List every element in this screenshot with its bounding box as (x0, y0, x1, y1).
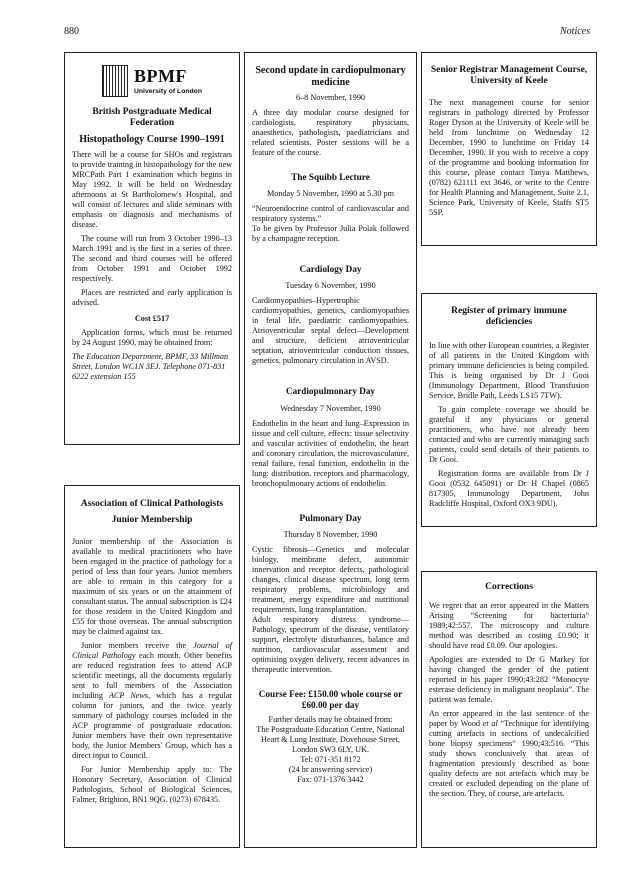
squibb-date: Monday 5 November, 1990 at 5.30 pm (266, 189, 394, 199)
acp-title: Association of Clinical Pathologists (80, 499, 224, 509)
immune-register-notice (421, 293, 597, 527)
bpmf-para-3: Places are restricted and early application is advised. (72, 287, 232, 307)
bpmf-cost: Cost £517 (134, 313, 170, 323)
corrections-title: Corrections (485, 582, 533, 592)
details-fax: Fax: 071-1376 3442 (297, 775, 364, 785)
day3-text-2: Adult respiratory distress syndrome—Pathology, spectrum of the disease, ventilatory support, electrolyte disturbances, balance and nutrition, cardiovascular assessment and optimising oxygen delivery, recent advances in therapeutic intervention. (252, 614, 409, 674)
cardio-title: Second update in cardiopulmonary medicine (255, 65, 406, 88)
day3-title: Pulmonary Day (299, 512, 362, 523)
day3-text-1: Cystic fibrosis—Genetics and molecular biology, membrane defect, autonomic innervation and receptor defects, pathological changes, clinical disease spectrum, long term respiratory problems, microbiology and treatment, energy expenditure and nutritional requirements, lung transplantation. (252, 544, 409, 614)
day1-date: Tuesday 6 November, 1990 (285, 281, 376, 291)
acp-notice (64, 485, 240, 848)
cardiopulmonary-notice (244, 52, 417, 848)
corrections-para-3: An error appeared in the last sentence of the paper by Wood et al “Technique for identifying cutting artefacts in sections of undecalcified bone biopsy specimens” 1990;43:516. “This study shows conclusively that areas of fragmentation previously described as bone quality defects are not artefacts which may be created or excluded depending on the plane of the section. They, of course, are artefacts. (429, 709, 590, 799)
day2-title: Cardiopulmonary Day (285, 386, 376, 397)
immune-para-1: In line with other European countries, a Register of all patients in the United Kingdom with primary immune deficiencies is being compiled. This is being organised by Dr J Gooi (Immunology Department, Blood Transfusion Service, Bridle Path, Leeds LS15 7TW). (429, 340, 589, 400)
acp-subtitle: Junior Membership (111, 515, 193, 526)
corrections-para-2: Apologies are extended to Dr G Markey for having changed the gender of the patient reported in his paper 1990;43:282 “Monocyte esterase deficiency in malignant neoplasia”. The patient was female. (429, 655, 589, 705)
journal-title: Journal of Clinical Pathology (72, 640, 232, 660)
keele-text: The next management course for senior registrars in pathology directed by Professor Roger Dyson at the University of Keele will be held from lunchtime on Wednesday 12 December, 1990 to lunchtime on Friday 14 December, 1990. If you wish to receive a copy of the programme and booking information for this course, please contact Tanya Matthews, (0782) 621111 ext 3646, or write to the Centre for Health Planning and Management, Suite 2.1, Science Park, University of Keele, Staffs ST5 5SP. (429, 97, 589, 217)
corrections-notice (421, 571, 597, 848)
course-fee: Course Fee: £150.00 whole course or £60.00 per day (258, 688, 403, 711)
bpmf-para-1: There will be a course for SHOs and registrars to provide training in histopathology for the new MRCPath Part 1 examination which begins in May 1992. It will be held on Wednesday afternoons at St Bartholomew's Hospital, and will consist of lectures and slide seminars with emphasis on diagnosis and mechanisms of disease. (72, 149, 232, 229)
day3-date: Thursday 8 November, 1990 (283, 529, 378, 539)
acp-news-title: ACP News (108, 690, 149, 700)
day2-text: Endothelin in the heart and lung–Expression in tissue and cell culture, effects: tissue selectivity and vascular activities of endothelin, the heart and coronary circulation, the microvasculature, renal failure, renal function, endothelin in the lung: distribution, receptors and pharmacology, bronchopulmonary actions of endothelin. (252, 418, 409, 488)
squibb-title: The Squibb Lecture (291, 172, 370, 182)
acp-para-3: For Junior Membership apply to: The Honorary Secretary, Association of Clinical Pathologists, School of Biological Sciences, Falmer, Brighton, BN1 9QG. (0273) 678435. (72, 764, 232, 804)
day1-text: Cardiomyopathies–Hypertrophic cardiomyopathies, genetics, cardiomyopathies in fetal life, paediatric cardiomyopathies. Atrioventricular septal defect—Development and structure, deficient atrioventricular septation, atrioventricular conduction tissues, genetics, pulmonary circulation in AVSD. (252, 296, 409, 366)
cardio-dates: 6–8 November, 1990 (295, 93, 366, 102)
bpmf-para-4: Application forms, which must be returned by 24 August 1990, may be obtained from: (72, 327, 232, 347)
squibb-text-2: To be given by Professor Julia Polak followed by a champagne reception. (252, 224, 409, 244)
bpmf-course-title: Histopathology Course 1990–1991 (79, 133, 225, 145)
immune-para-2: To gain complete coverage we should be grateful if any physicians or general practitioners, who have not already been contacted and who are currently managing such patients, could send details of their patients to Dr Gooi. (429, 404, 589, 464)
squibb-text-1: “Neuroendocrine control of cardiovascular and respiratory systems.” (252, 204, 409, 224)
day2-date: Wednesday 7 November, 1990 (280, 403, 381, 413)
keele-notice (421, 52, 597, 246)
university-name: University of London (134, 87, 202, 95)
immune-title: Register of primary immune deficiencies (451, 306, 567, 328)
bpmf-logo (72, 65, 232, 97)
details-tel-note: (24 hr answering service) (288, 765, 373, 775)
bpmf-notice (64, 52, 240, 445)
keele-title: Senior Registrar Management Course, University of Keele (430, 65, 588, 87)
page-number: 880 (64, 26, 79, 37)
details-address: The Postgraduate Education Centre, National Heart & Lung Institute, Dovehouse Street, London SW3 6LY, UK. (256, 725, 405, 755)
bpmf-para-2: The course will run from 3 October 1990–13 March 1991 and is the first in a series of three. The second and third courses will be offered from October 1991 and October 1992 respectively. (72, 233, 232, 283)
bpmf-wordmark: BPMF (134, 65, 187, 86)
acp-para-1: Junior membership of the Association is available to medical practitioners who have been engaged in the practice of pathology for a period of less than four years. Junior members are able to remain in this category for a maximum of six years or on the attainment of consultant status. The annual subscription is £24 for those resident in the United Kingdom and £55 for those overseas. The annual subscription may be claimed against tax. (72, 536, 232, 636)
details-tel: Tel: 071-351 8172 (300, 755, 361, 765)
university-crest-icon (102, 65, 128, 97)
bpmf-address: The Education Department, BPMF, 33 Millman Street, London WC1N 3EJ. Telephone 071-831 6222 extension 155 (72, 351, 229, 381)
section-title: Notices (560, 26, 590, 37)
details-intro: Further details may be obtained from: (268, 715, 393, 725)
cardio-intro: A three day modular course designed for cardiologists, respiratory physicians, anaesthetics, pathologists, paediatricians and related scientists. Poster sessions will be a feature of the course. (252, 108, 409, 157)
acp-para-2: Junior members receive the Journal of Clinical Pathology each month. Other benefits are reduced registration fees to attend ACP scientific meetings, all the documents regularly sent to full members of the Association including ACP News, which has a regular column for juniors, and the twice yearly summary of pathology courses included in the ACP programme of postgraduate education. Junior members have their own representative body, the Junior Members' Group, which has a direct input to Council. (72, 640, 232, 760)
bpmf-title: British Postgraduate Medical Federation (92, 107, 212, 129)
corrections-para-1: We regret that an error appeared in the Matters Arising “Screening for bacteriuria” 1989;42:557. The microscopy and culture method was described as costing £0.90; it should have read £0.09. Our apologies. (429, 601, 589, 651)
day1-title: Cardiology Day (299, 264, 362, 275)
immune-para-3: Registration forms are available from Dr J Gooi (0532 645091) or Dr H Chapel (0865 817305, Immunology Department, John Radcliffe Hospital, Oxford OX3 9DU). (429, 468, 589, 508)
